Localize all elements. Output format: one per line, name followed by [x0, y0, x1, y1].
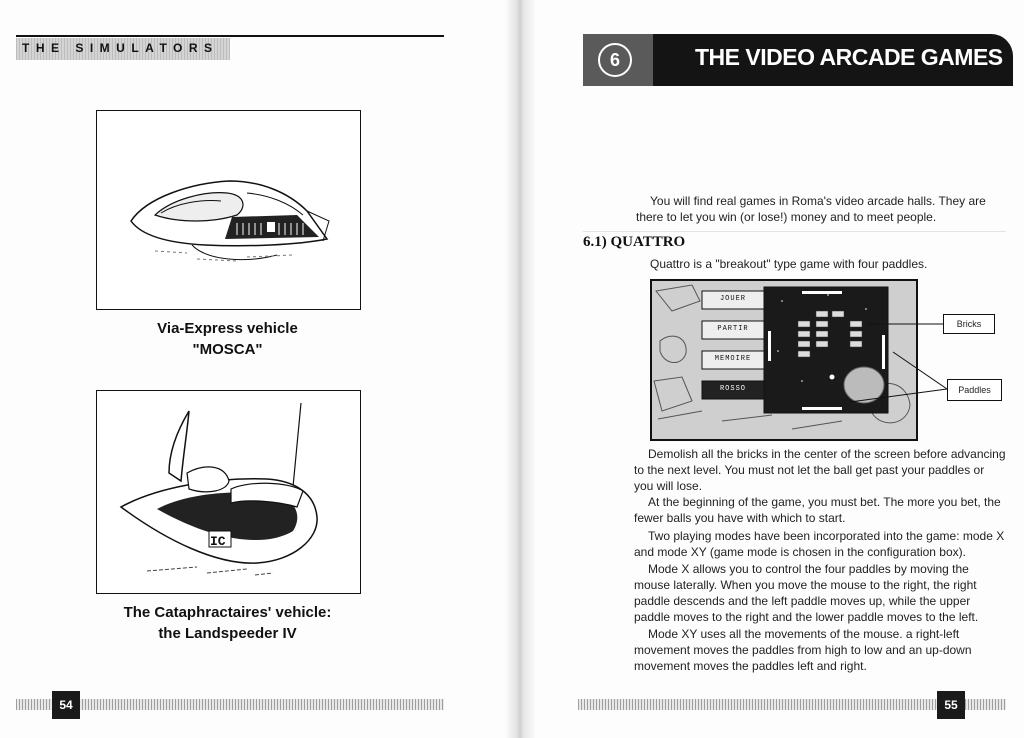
running-header: THE SIMULATORS — [22, 41, 219, 55]
caption-line: "MOSCA" — [192, 341, 263, 358]
section-divider — [583, 231, 1006, 232]
game-menu-button: PARTIR — [717, 325, 749, 333]
game-screen-art — [652, 281, 916, 439]
body-paragraph: Demolish all the bricks in the center of the screen before advancing to the next level. You must not let the ball get past your paddles or you will lose. — [634, 447, 1006, 493]
chapter-number: 6 — [598, 43, 632, 77]
chapter-title: THE VIDEO ARCADE GAMES — [695, 44, 1003, 70]
page-number: 55 — [937, 691, 965, 719]
body-paragraph: Mode X allows you to control the four paddles by moving the mouse laterally. When you move the mouse to the right, the right paddle descends and the left paddle moves up, while the upper paddle moves to the right and the lower paddle moves to the left. — [634, 562, 979, 624]
intro-paragraph: You will find real games in Roma's video arcade halls. They are there to let you win (or lose!) money and to meet people. — [636, 194, 986, 224]
caption-line: the Landspeeder IV — [158, 625, 297, 642]
paddles-callout: Paddles — [947, 379, 1002, 401]
quattro-game-screenshot — [650, 279, 918, 441]
landspeeder-illustration — [97, 391, 360, 593]
figure-frame-landspeeder — [96, 390, 361, 594]
body-paragraph: Mode XY uses all the movements of the mouse. a right-left movement moves the paddles from high to low and an up-down movement moves the paddles left and right. — [634, 627, 972, 673]
header-rule — [16, 35, 444, 37]
game-menu-button: MEMOIRE — [714, 355, 752, 363]
hover-vehicle-illustration — [97, 111, 360, 309]
figure-frame-mosca — [96, 110, 361, 310]
game-menu-button: JOUER — [719, 295, 746, 303]
figure-caption-mosca — [96, 318, 359, 360]
figure-caption-landspeeder — [96, 602, 359, 644]
footer-band — [16, 699, 444, 710]
section-intro: Quattro is a "breakout" type game with four paddles. — [650, 257, 928, 271]
game-menu-button: ROSSO — [719, 385, 746, 393]
body-paragraph: At the beginning of the game, you must bet. The more you bet, the fewer balls you have with which to start. — [634, 495, 1001, 525]
caption-line: The Cataphractaires' vehicle: — [123, 604, 332, 621]
page-number: 54 — [52, 691, 80, 719]
caption-line: Via-Express vehicle — [157, 320, 298, 337]
svg-text:IC: IC — [210, 534, 226, 549]
section-title: 6.1) QUATTRO — [583, 234, 686, 250]
book-gutter — [505, 0, 535, 738]
bricks-callout: Bricks — [943, 314, 995, 334]
body-paragraph: Two playing modes have been incorporated into the game: mode X and mode XY (game mode is chosen in the configuration box). — [634, 529, 1005, 559]
